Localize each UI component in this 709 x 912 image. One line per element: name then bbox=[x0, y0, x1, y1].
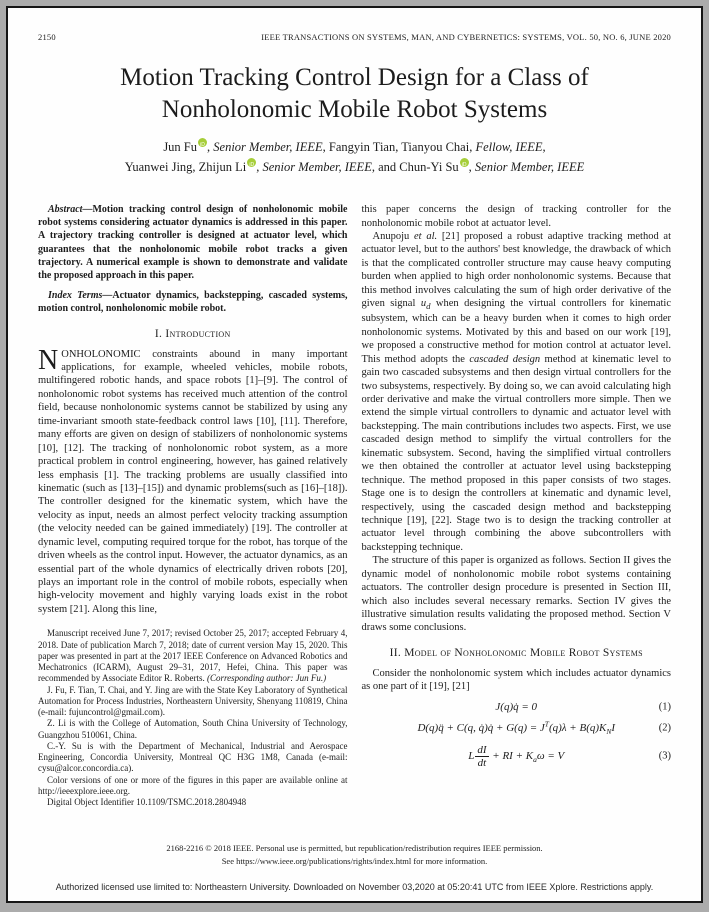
author-list bbox=[38, 138, 671, 177]
footnote-affiliation: J. Fu, F. Tian, T. Chai, and Y. Jing are with the State Key Laboratory of Synthetical Automation for Process Industries, Northeastern University, Shenyang 110819, China (e-mail: fujuncontrol@gmail.com). bbox=[38, 684, 348, 718]
author-line-2 bbox=[38, 158, 671, 178]
intro-text: constraints abound in many important applications, for example, wheeled vehicles, mobile robots, multifingered robotic hands, and space robots [1]–[9]. The control of nonholonomic robot systems has received much attention of the control field, because nonholonomic systems cannot be stabilized by using any time-invariant smooth state-feedback control laws [10], [11]. Therefore, many efforts are given on design of stabilizers of nonholonomic systems [10], [12]. The tracking of nonholonomic robot system, as a more practical problem in control engineering, however, has gained relatively less emphasis [1]. The tracking problems are usually classified into kinematic (such as [13]–[15]) and dynamic problems(such as [16]–[18]). The controller designed for the kinematic system, which have the velocity as input, needs an almost perfect velocity tracking assumption (the velocity needed can be gained immediately) [19]. The controller at dynamic level, computing required torque for the robot, has torque of the driven wheels as the control input. However, the actuator dynamics, as an essential part of the whole dynamics of electrically driven robots [20], plays an important role in the control of mobile robots, especially when high-velocity movement and highly varying loads exist in the robot system [21]. Along this line, bbox=[38, 348, 348, 615]
section-heading-model: II. Model of Nonholonomic Mobile Robot Systems bbox=[389, 646, 643, 659]
author-role: Senior Member, IEEE bbox=[262, 159, 372, 174]
math-segment: L bbox=[468, 749, 475, 762]
equation-3 bbox=[362, 744, 672, 769]
orcid-icon-label: iD bbox=[200, 142, 205, 148]
paragraph-related-work bbox=[362, 230, 672, 554]
author-role: Senior Member, IEEE bbox=[474, 159, 585, 174]
text-segment: , bbox=[256, 159, 263, 174]
paper-title-line2: Nonholonomic Mobile Robot Systems bbox=[161, 96, 548, 123]
orcid-icon-label: iD bbox=[461, 161, 467, 168]
fraction bbox=[475, 744, 488, 769]
license-notice: Authorized licensed use limited to: Northeastern University. Downloaded on November 03,2020 at 05:20:41 UTC from IEEE Xplore. Restrictions apply. bbox=[55, 882, 654, 892]
fraction-denominator: dt bbox=[477, 756, 487, 769]
paper-title bbox=[38, 62, 671, 126]
equation-2-expression bbox=[417, 719, 616, 737]
corresponding-author-note: (Corresponding author: Jun Fu.) bbox=[206, 673, 327, 684]
author-line-1 bbox=[38, 138, 671, 158]
paper-page bbox=[6, 6, 703, 903]
text-segment: , bbox=[207, 140, 214, 155]
footnote-affiliation: C.-Y. Su is with the Department of Mechanical, Industrial and Aerospace Engineering, Concordia University, Montreal QC H3G 1M8, Canada (e-mail: cysu@alcor.concordia.ca). bbox=[38, 740, 348, 774]
equation-2 bbox=[362, 720, 672, 737]
math-subscript: N bbox=[606, 727, 612, 737]
author-role: Fellow, IEEE, bbox=[475, 140, 546, 155]
right-column bbox=[362, 203, 672, 808]
footnote-affiliation: Z. Li is with the College of Automation, South China University of Technology, Guangzhou 510061, China. bbox=[38, 718, 348, 740]
orcid-icon bbox=[460, 158, 469, 167]
index-terms-text: Actuator dynamics, backstepping, cascaded systems, motion control, nonholonomic mobile robot. bbox=[38, 290, 348, 315]
equation-3-number: (3) bbox=[658, 750, 671, 762]
page-number: 2150 bbox=[38, 32, 56, 42]
math-subscript: a bbox=[533, 754, 537, 764]
math-segment: + RI + K bbox=[489, 749, 534, 762]
paragraph-model-intro: Consider the nonholonomic system which includes actuator dynamics as one part of it [19], [21] bbox=[361, 667, 671, 693]
author-name: Jun Fu bbox=[163, 140, 198, 155]
copyright-line2: See https://www.ieee.org/publications/rights/index.html for more information. bbox=[221, 855, 488, 866]
equation-3-expression bbox=[468, 743, 565, 769]
text-segment: Anupoju bbox=[372, 230, 414, 242]
equation-1-number: (1) bbox=[658, 701, 671, 713]
left-column bbox=[38, 203, 348, 808]
footnote-color-versions: Color versions of one or more of the figures in this paper are available online at http://ieeexplore.ieee.org. bbox=[38, 774, 348, 796]
text-segment: Manuscript received June 7, 2017; revised October 25, 2017; accepted February 4, 2018. Date of publication March 7, 2018; date of current version May 15, 2020. This paper was presented in part at the 2017 IEEE Conference on Advanced Robotics and Mechatronics (ICARM), August 29–31, 2017, Hefei, China. This paper was recommended by Associate Editor R. Roberts. bbox=[38, 628, 348, 684]
text-segment: , bbox=[468, 159, 475, 174]
paragraph-structure: The structure of this paper is organized as follows. Section II gives the dynamic model of nonholonomic mobile robot systems containing actuators. The controller design procedure is presented in Section III, which also includes several necessary remarks. Section IV gives the illustrative simulation results validating the proposed method. Section V draws some conclusions. bbox=[361, 555, 671, 634]
footnote-doi: Digital Object Identifier 10.1109/TSMC.2018.2804948 bbox=[47, 797, 247, 808]
running-head bbox=[38, 32, 671, 42]
text-segment-italic: et al. bbox=[414, 230, 438, 242]
author-name: , and Chun-Yi Su bbox=[371, 159, 459, 174]
journal-title: IEEE TRANSACTIONS ON SYSTEMS, MAN, AND CYBERNETICS: SYSTEMS, VOL. 50, NO. 6, JUNE 2020 bbox=[261, 32, 671, 42]
math-segment: (q)λ + B(q)K bbox=[548, 722, 607, 735]
index-terms-label: Index Terms— bbox=[48, 290, 113, 302]
abstract-text: Motion tracking control design of nonholonomic mobile robot systems considering actuator dynamics is addressed in this paper. A trajectory tracking controller is designed at actuator level, which guarantees that the nonholonomic mobile robot tracks a given trajectory. A numerical example is shown to demonstrate and validate the proposed approach in this paper. bbox=[38, 204, 348, 281]
orcid-icon bbox=[247, 158, 256, 167]
math-segment: D(q)q̈ + C(q, q̇)q̇ + G(q) = J bbox=[417, 722, 545, 735]
equation-2-number: (2) bbox=[658, 722, 671, 734]
index-terms bbox=[38, 289, 348, 315]
intro-first-word: ONHOLONOMIC bbox=[61, 348, 141, 360]
paper-title-line1: Motion Tracking Control Design for a Class of bbox=[120, 64, 589, 91]
author-role: Senior Member, IEEE bbox=[213, 140, 323, 155]
math-segment: I bbox=[611, 722, 616, 735]
intro-paragraph bbox=[38, 344, 348, 617]
footnote-manuscript bbox=[38, 628, 348, 684]
text-segment: when designing the virtual controllers for kinematic subsystem, which can be a heavy burden when it comes to high order nonholonomic systems. Motivated by this and based on our work [19], we proposed a constructive method for motion control at actuator level. This method adopts the bbox=[361, 298, 671, 365]
footnotes bbox=[38, 628, 348, 808]
section-heading-introduction: I. Introduction bbox=[154, 327, 231, 340]
math-segment: J(q)q̇ = 0 bbox=[495, 700, 538, 713]
two-column-body bbox=[38, 203, 671, 808]
text-segment: method at kinematic level to gain two cascaded subsystems and then design virtual controllers for the two subsystems, respectively. By doing so, we can avoid calculating high order derivative and make the virtual controllers more simple. Then we extend the simple virtual controllers to dynamic and actuator level with backstepping. The main contributions includes two aspects. First, we use cascaded design method to simplify the virtual controllers for the kinematic subsystem. Second, having the simplified virtual controllers we then obtained the controller at actuator level using backstepping technique. The method proposed in this paper consists of two stages. Stage one is to design the controllers at kinematic and dynamic level, respectively, using the cascaded design method and backstepping technique [19], [22]. Stage two is to design the tracking controller at actuator level through combining the above subcontrollers with backstepping technique. bbox=[361, 353, 672, 553]
author-name: Yuanwei Jing, Zhijun Li bbox=[124, 159, 247, 174]
orcid-icon-label: iD bbox=[249, 161, 255, 168]
copyright-line1: 2168-2216 © 2018 IEEE. Personal use is permitted, but republication/redistribution requires IEEE permission. bbox=[166, 843, 543, 854]
math-segment: ω = V bbox=[536, 749, 565, 762]
dropcap: N bbox=[38, 344, 59, 376]
equation-1 bbox=[362, 701, 672, 713]
abstract-label: Abstract— bbox=[48, 204, 93, 216]
math-variable: u bbox=[420, 298, 427, 310]
text-segment-italic: cascaded design bbox=[469, 353, 541, 365]
paragraph-continuation: this paper concerns the design of tracking controller for the nonholonomic mobile robot at actuator level. bbox=[361, 204, 671, 229]
math-subscript: d bbox=[426, 301, 431, 312]
abstract bbox=[38, 203, 348, 282]
text-segment: [21] proposed a robust adaptive tracking method at actuator level, but to the authors' best knowledge, the drawback of which is that the complicated controller structure may cause heavy computing burden when applied to high order nonholonomic systems. Because that this method involves calculating the sum of high order derivative of the given signal bbox=[361, 230, 672, 310]
copyright-notice bbox=[8, 842, 701, 867]
equation-1-expression bbox=[495, 701, 537, 713]
author-name: , Fangyin Tian, Tianyou Chai, bbox=[322, 140, 476, 155]
math-superscript: T bbox=[544, 719, 549, 729]
orcid-icon bbox=[198, 138, 207, 147]
fraction-numerator: dI bbox=[477, 743, 487, 756]
